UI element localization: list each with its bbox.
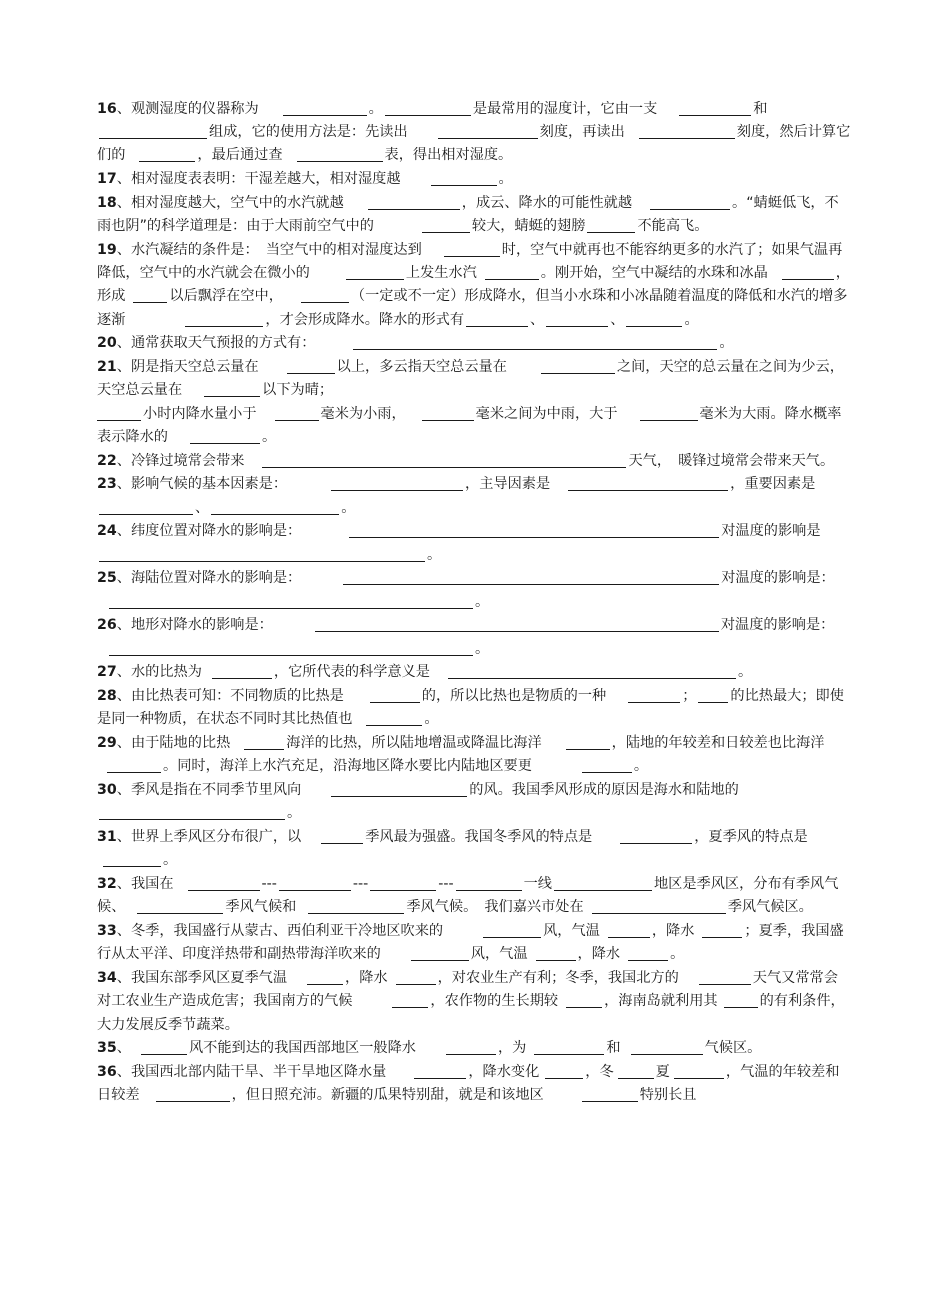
question-number: 27 (97, 664, 117, 681)
answer-blank[interactable] (446, 1038, 496, 1055)
question-number: 36 (97, 1064, 117, 1081)
question-35: 35、 风不能到达的我国西部地区一般降水 ，为 和 气候区。 (97, 1040, 762, 1057)
answer-blank[interactable] (699, 968, 751, 985)
question-27: 27、水的比热为 ，它所代表的科学意义是 。 (97, 664, 753, 681)
question-31: 31、世界上季风区分布很广，以 季风最为强盛。我国冬季风的特点是 ，夏季风的特点是。 (97, 829, 808, 869)
question-number: 23 (97, 476, 117, 493)
answer-blank[interactable] (301, 286, 349, 303)
answer-blank[interactable] (485, 263, 539, 280)
question-23: 23、影响气候的基本因素是： ，主导因素是 ，重要因素是、 。 (97, 476, 816, 516)
question-19: 19、水汽凝结的条件是： 当空气中的相对湿度达到 时，空气中就再也不能容纳更多的水汽了；如果气温再降低，空气中的水汽就会在微小的 上发生水汽 。刚开始，空气中凝结的水珠和冰晶 ，形成 以后飘浮在空中， （一定或不一定）形成降水，但当小水珠和小冰晶随着温度的降低和水汽的增多逐渐 ，才会形成降水。降水的形式有 、 、 。 (97, 242, 850, 328)
answer-blank[interactable] (343, 568, 719, 585)
answer-blank[interactable] (370, 874, 436, 891)
answer-blank[interactable] (679, 99, 751, 116)
answer-blank[interactable] (640, 404, 698, 421)
answer-blank[interactable] (631, 1038, 703, 1055)
answer-blank[interactable] (321, 827, 363, 844)
answer-blank[interactable] (109, 639, 473, 656)
answer-blank[interactable] (438, 122, 538, 139)
question-30: 30、季风是指在不同季节里风向 的风。我国季风形成的原因是海水和陆地的。 (97, 782, 739, 822)
answer-blank[interactable] (566, 991, 602, 1008)
answer-blank[interactable] (287, 357, 335, 374)
question-33: 33、冬季，我国盛行从蒙古、西伯利亚干冷地区吹来的 风，气温 ，降水 ；夏季，我国盛行从太平洋、印度洋热带和副热带海洋吹来的 风，气温 ，降水 。 (97, 923, 844, 963)
question-number: 19 (97, 242, 117, 258)
answer-blank[interactable] (331, 780, 467, 797)
answer-blank[interactable] (582, 756, 632, 773)
answer-blank[interactable] (99, 122, 207, 139)
answer-blank[interactable] (99, 803, 285, 820)
answer-blank[interactable] (346, 263, 404, 280)
answer-blank[interactable] (431, 169, 497, 186)
answer-blank[interactable] (566, 733, 610, 750)
question-32: 32、我国在 --- --- --- 一线 地区是季风区，分布有季风气候、 季风气候和 季风气候。 我们嘉兴市处在 季风气候区。 (97, 876, 839, 916)
answer-blank[interactable] (370, 686, 420, 703)
answer-blank[interactable] (279, 874, 351, 891)
answer-blank[interactable] (414, 1062, 466, 1079)
answer-blank[interactable] (307, 968, 343, 985)
answer-blank[interactable] (103, 850, 161, 867)
answer-blank[interactable] (628, 944, 668, 961)
answer-blank[interactable] (349, 521, 719, 538)
answer-blank[interactable] (156, 1085, 230, 1102)
answer-blank[interactable] (702, 921, 742, 938)
answer-blank[interactable] (536, 944, 576, 961)
answer-blank[interactable] (456, 874, 522, 891)
answer-blank[interactable] (568, 474, 728, 491)
question-number: 16 (97, 101, 117, 117)
answer-blank[interactable] (587, 216, 635, 233)
answer-blank[interactable] (315, 615, 719, 632)
question-25: 25、海陆位置对降水的影响是： 对温度的影响是：。 (97, 570, 835, 610)
question-number: 30 (97, 782, 117, 799)
answer-blank[interactable] (97, 404, 141, 421)
question-number: 17 (97, 171, 117, 188)
answer-blank[interactable] (639, 122, 735, 139)
answer-blank[interactable] (782, 263, 834, 280)
question-number: 22 (97, 452, 117, 469)
answer-blank[interactable] (211, 498, 339, 515)
answer-blank[interactable] (190, 427, 260, 444)
worksheet (97, 98, 852, 1108)
answer-blank[interactable] (422, 404, 474, 421)
question-20: 20、通常获取天气预报的方式有： 。 (97, 335, 734, 352)
answer-blank[interactable] (392, 991, 428, 1008)
answer-blank[interactable] (204, 380, 260, 397)
answer-blank[interactable] (626, 310, 682, 327)
answer-blank[interactable] (99, 498, 193, 515)
answer-blank[interactable] (368, 193, 460, 210)
answer-blank[interactable] (411, 944, 469, 961)
answer-blank[interactable] (244, 733, 284, 750)
question-number: 34 (97, 970, 117, 987)
answer-blank[interactable] (698, 686, 728, 703)
question-number: 31 (97, 829, 117, 846)
answer-blank[interactable] (297, 145, 383, 162)
answer-blank[interactable] (133, 286, 167, 303)
question-number: 28 (97, 688, 117, 705)
question-18: 18、相对湿度越大，空气中的水汽就越 ，成云、降水的可能性就越 。“蜻蜓低飞，不雨也阴”的科学道理是：由于大雨前空气中的 较大，蜻蜓的翅膀 不能高飞。 (97, 195, 839, 235)
answer-blank[interactable] (141, 1038, 187, 1055)
answer-blank[interactable] (366, 709, 422, 726)
question-number: 35 (97, 1040, 117, 1057)
answer-blank[interactable] (275, 404, 319, 421)
answer-blank[interactable] (185, 310, 263, 327)
answer-blank[interactable] (534, 1038, 604, 1055)
answer-blank[interactable] (212, 662, 272, 679)
answer-blank[interactable] (650, 193, 730, 210)
answer-blank[interactable] (483, 921, 541, 938)
answer-blank[interactable] (554, 874, 652, 891)
answer-blank[interactable] (608, 921, 650, 938)
question-21: 21、阴是指天空总云量在 以上，多云指天空总云量在 之间，天空的总云量在之间为少云，天空总云量在 以下为晴； 小时内降水量小于 毫米为小雨， 毫米之间为中雨，大于 毫米为大雨。降水概率表示降水的 。 (97, 359, 844, 445)
question-number: 25 (97, 570, 117, 587)
answer-blank[interactable] (541, 357, 615, 374)
question-number: 18 (97, 195, 117, 211)
question-16: 16、观测湿度的仪器称为 。 是最常用的湿度计，它由一支 和组成，它的使用方法是：先读出 刻度，再读出 刻度，然后计算它们的 ，最后通过查 表，得出相对湿度。 (97, 101, 851, 164)
question-22: 22、冷锋过境常会带来 天气， 暖锋过境常会带来天气。 (97, 452, 835, 469)
question-34: 34、我国东部季风区夏季气温 ，降水 ，对农业生产有利；冬季，我国北方的 天气又常常会对工农业生产造成危害；我国南方的气候 ，农作物的生长期较 ，海南岛就利用其 的有利条件，大力发展反季节蔬菜。 (97, 970, 845, 1033)
answer-blank[interactable] (385, 99, 471, 116)
question-number: 21 (97, 359, 117, 376)
answer-blank[interactable] (188, 874, 260, 891)
answer-blank[interactable] (620, 827, 692, 844)
question-number: 32 (97, 876, 117, 893)
answer-blank[interactable] (466, 310, 528, 327)
answer-blank[interactable] (546, 310, 608, 327)
answer-blank[interactable] (109, 592, 473, 609)
answer-blank[interactable] (137, 897, 223, 914)
answer-blank[interactable] (582, 1085, 638, 1102)
answer-blank[interactable] (396, 968, 436, 985)
question-36: 36、我国西北部内陆干旱、半干旱地区降水量 ，降水变化 ，冬 夏 ，气温的年较差和日较差 ，但日照充沛。新疆的瓜果特别甜，就是和该地区 特别长且 (97, 1064, 840, 1104)
answer-blank[interactable] (674, 1062, 724, 1079)
answer-blank[interactable] (444, 240, 500, 257)
answer-blank[interactable] (592, 897, 726, 914)
question-26: 26、地形对降水的影响是： 对温度的影响是：。 (97, 617, 835, 657)
answer-blank[interactable] (545, 1062, 583, 1079)
question-24: 24、纬度位置对降水的影响是： 对温度的影响是。 (97, 523, 821, 563)
question-number: 33 (97, 923, 117, 940)
question-number: 29 (97, 735, 117, 752)
answer-blank[interactable] (618, 1062, 654, 1079)
question-number: 24 (97, 523, 117, 540)
answer-blank[interactable] (422, 216, 470, 233)
question-17: 17、相对湿度表表明：干湿差越大，相对湿度越 。 (97, 171, 513, 188)
answer-blank[interactable] (724, 991, 758, 1008)
question-number: 26 (97, 617, 117, 634)
answer-blank[interactable] (283, 99, 367, 116)
question-28: 28、由比热表可知：不同物质的比热是 的，所以比热也是物质的一种 ； 的比热最大；即使是同一种物质，在状态不同时其比热值也 。 (97, 688, 844, 728)
question-number: 20 (97, 335, 117, 352)
answer-blank[interactable] (448, 662, 736, 679)
answer-blank[interactable] (353, 333, 717, 350)
answer-blank[interactable] (628, 686, 680, 703)
answer-blank[interactable] (262, 451, 626, 468)
answer-blank[interactable] (99, 545, 425, 562)
answer-blank[interactable] (107, 756, 161, 773)
answer-blank[interactable] (308, 897, 404, 914)
question-29: 29、由于陆地的比热 海洋的比热，所以陆地增温或降温比海洋 ，陆地的年较差和日较差也比海洋。同时，海洋上水汽充足，沿海地区降水要比内陆地区要更 。 (97, 735, 825, 775)
answer-blank[interactable] (331, 474, 463, 491)
answer-blank[interactable] (139, 145, 195, 162)
